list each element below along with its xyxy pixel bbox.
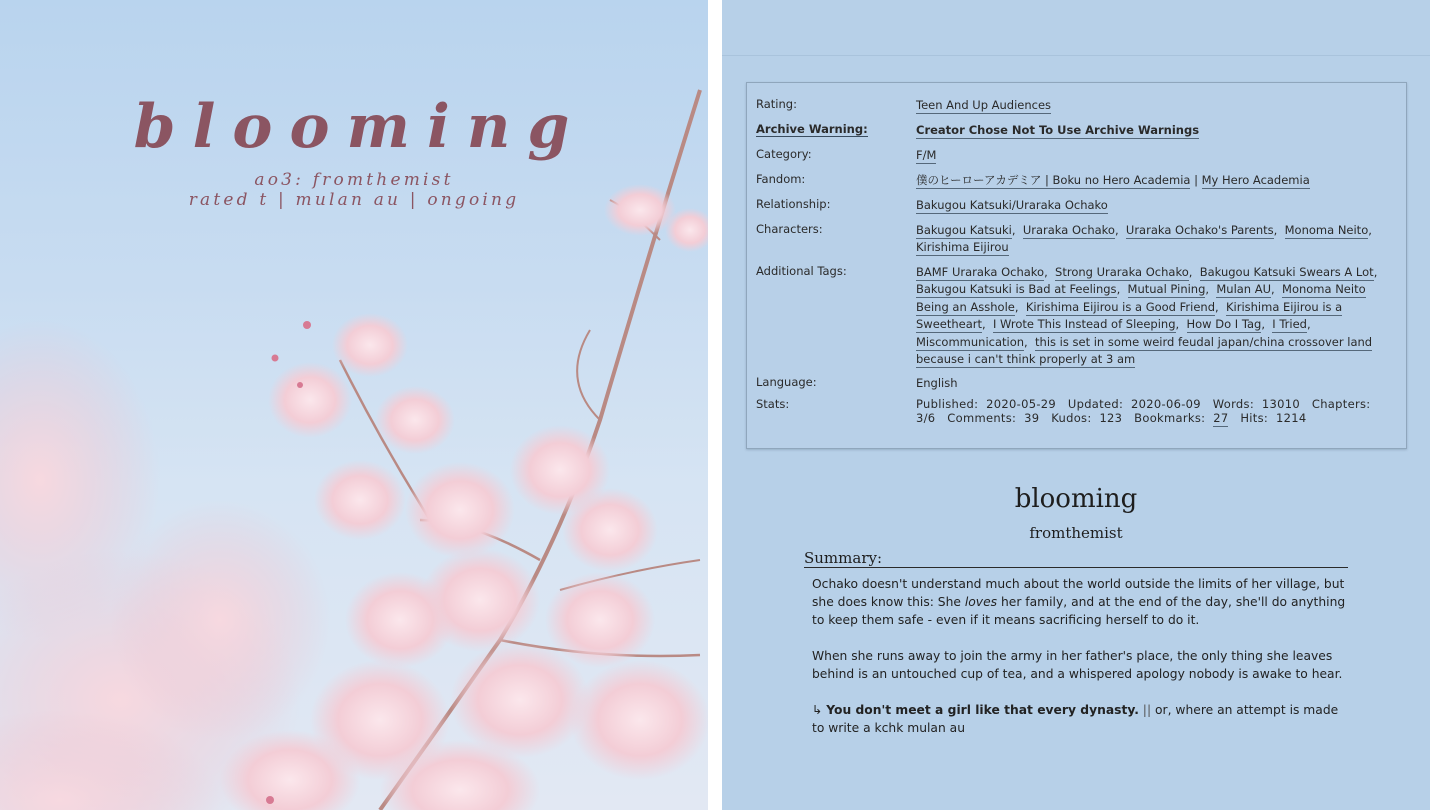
hits-value: 1214 [1275,411,1307,425]
arrow-icon: ↳ [812,703,827,717]
character-tag[interactable]: Uraraka Ochako's Parents [1125,223,1274,237]
summary-paragraph [812,701,1352,737]
category-tag[interactable]: F/M [916,148,937,162]
freeform-tag[interactable]: Strong Uraraka Ochako [1055,265,1189,279]
freeform-tag[interactable]: this is set in some weird feudal japan/china crossover land because i can't think properly at 3 am [916,334,1373,367]
summary-paragraph: When she runs away to join the army in her father's place, the only thing she leaves behind is an untouched cup of tea, and a whispered apology nobody is awake to hear. [812,649,1343,681]
freeform-tag[interactable]: Bakugou Katsuki Swears A Lot [1199,265,1374,279]
updated-value: 2020-06-09 [1131,397,1201,411]
freeform-tag[interactable]: I Tried [1272,317,1307,332]
summary-separator: || [1138,703,1155,717]
characters-label: Characters: [756,222,823,236]
stats-list [916,397,1386,425]
cover-info-line: rated t | mulan au | ongoing [188,190,520,210]
divider [708,0,722,810]
fandom-label: Fandom: [756,172,806,186]
words-value: 13010 [1261,397,1301,411]
summary-text: her family, and at the end of the day, she'll do anything to keep them safe - even if it means sacrificing herself to do it. [812,595,1346,627]
character-tag[interactable]: Bakugou Katsuki [916,223,1012,237]
cover-author-line: ao3: fromthemist [254,170,454,190]
published-value: 2020-05-29 [986,397,1057,411]
language-label: Language: [756,375,817,389]
characters-list: Bakugou Katsuki, Uraraka Ochako, Uraraka Ochako's Parents, Monoma Neito, Kirishima Eijirou [916,223,1372,255]
summary-tagline: You don't meet a girl like that every dynasty. [826,703,1139,717]
freeform-tag[interactable]: Mulan AU [1216,282,1272,297]
work-page [722,0,1430,810]
warning-tag[interactable]: Creator Chose Not To Use Archive Warnings [916,123,1200,137]
summary-text: or, where an attempt is made to write a kchk mulan au [812,703,1339,735]
relationship-tag[interactable]: Bakugou Katsuki/Uraraka Ochako [916,198,1108,212]
relationship-label: Relationship: [756,197,831,211]
chapters-label: Chapters: [1311,397,1371,411]
freeform-tag[interactable]: Miscommunication [916,334,1025,349]
kudos-label: Kudos: [1051,411,1092,425]
cover-title: blooming [133,92,587,162]
freeform-tag[interactable]: Bakugou Katsuki is Bad at Feelings [916,282,1117,297]
published-label: Published: [916,397,979,411]
freeform-tag[interactable]: I Wrote This Instead of Sleeping [992,317,1176,332]
freeform-tag[interactable]: Kirishima Eijirou is a Good Friend [1025,299,1216,314]
freeform-tag[interactable]: Mutual Pining [1127,282,1206,297]
fandom-tag[interactable]: My Hero Academia [1201,173,1310,187]
work-author[interactable]: fromthemist [1029,524,1123,542]
header-divider [722,55,1430,56]
hits-label: Hits: [1240,411,1269,425]
freeform-tag[interactable]: BAMF Uraraka Ochako [916,265,1045,279]
stats-label: Stats: [756,397,790,411]
fandom-tag[interactable]: 僕のヒーローアカデミア | Boku no Hero Academia [916,173,1191,187]
character-tag[interactable]: Monoma Neito [1284,223,1369,237]
freeform-tag[interactable]: Monoma Neito Being an Asshole [916,282,1366,314]
summary-paragraph [812,575,1352,629]
tags-list: BAMF Uraraka Ochako, Strong Uraraka Ochako, Bakugou Katsuki Swears A Lot, Bakugou Katsuki is Bad at Feelings, Mutual Pining, Mulan AU, Monoma Neito Being an Asshole, Kirishima Eijirou is a Good Friend, Kirishima Eijirou is a Sweetheart, I Wrote This Instead of Sleeping, How Do I Tag, I Tried, Miscommunication, this is set in some weird feudal japan/china crossover land because i can't think properly at 3 am [916,265,1378,367]
character-tag[interactable]: Uraraka Ochako [1022,223,1115,237]
updated-label: Updated: [1067,397,1124,411]
summary-emphasis: loves [964,595,998,609]
kudos-value: 123 [1099,411,1123,425]
cover-image [0,0,708,810]
bookmarks-link[interactable]: 27 [1213,411,1229,425]
language-value: English [916,376,958,390]
rating-tag[interactable]: Teen And Up Audiences [916,98,1052,112]
freeform-tag[interactable]: Kirishima Eijirou is a Sweetheart [916,299,1343,332]
summary-text: Ochako doesn't understand much about the world outside the limits of her village, but she does know this: She [812,577,1345,609]
words-label: Words: [1212,397,1254,411]
freeform-tag[interactable]: How Do I Tag [1186,317,1262,332]
work-meta-box: Rating: Teen And Up Audiences Archive Warning: Creator Chose Not To Use Archive Warnings Category: F/M Fandom: 僕のヒーローアカデミア | Boku no Hero Academia | My Hero Academia Relationship: Bakugou Katsuki/Uraraka Ochako Characters: Bakugou Katsuki, Uraraka Ochako, Uraraka Ochako's Parents, Monoma Neito, Kirishima Eijirou Additional Tags: BAMF Uraraka Ochako, Strong Uraraka Ochako, Bakugou Katsuki Swears A Lot, Bakugou Katsuki is Bad at Feelings, Mutual Pining, Mulan AU, Monoma Neito Being an Asshole, Kirishima Eijirou is a Good Friend, Kirishima Eijirou is a Sweetheart, I Wrote This Instead of Sleeping, How Do I Tag, I Tried, Miscommunication, this is set in some weird feudal japan/china crossover land because i can't think properly at 3 am Language: English Stats: Published: 2020-05-29 Updated: 2020-06-09 Words: 13010 Chapters: 3/6 Comments: 39 Kudos: 123 Bookmarks: 27 Hits: 1214 [746,82,1407,449]
tags-label: Additional Tags: [756,264,847,278]
warning-label[interactable]: Archive Warning: [756,122,868,136]
summary-heading: Summary: [804,549,1348,568]
chapters-value: 3/6 [916,411,936,425]
comments-value[interactable]: 39 [1024,411,1040,425]
comments-label: Comments: [947,411,1017,425]
work-title: blooming [1014,484,1138,514]
rating-label: Rating: [756,97,797,111]
bookmarks-label: Bookmarks: [1134,411,1206,425]
category-label: Category: [756,147,812,161]
character-tag[interactable]: Kirishima Eijirou [916,240,1009,255]
